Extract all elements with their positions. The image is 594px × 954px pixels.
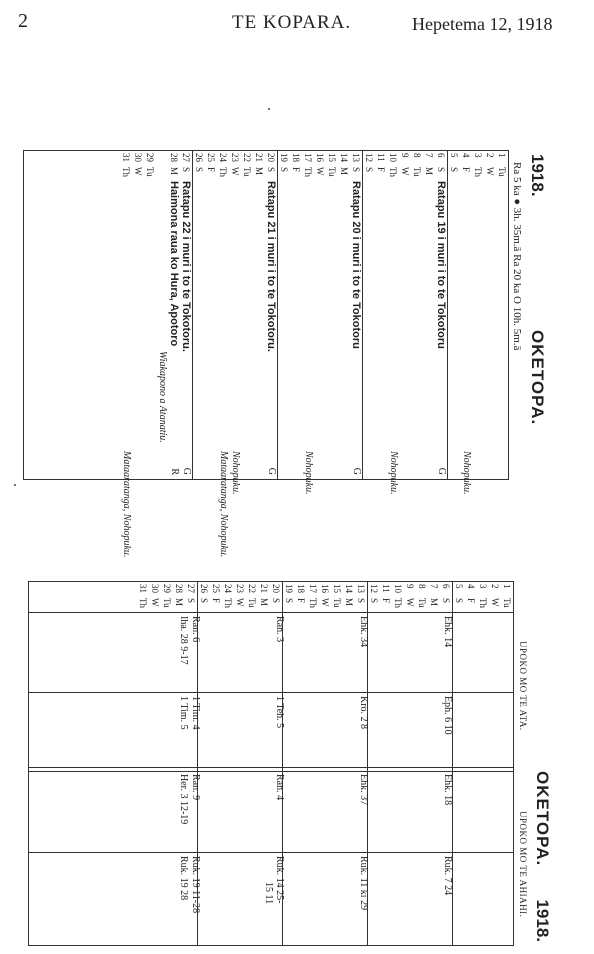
feast-note: Nohopuku. [461,451,472,495]
weekday: M [344,598,354,607]
weekday: Tu [162,598,172,608]
moon-phases: Ra 5 ka ● 3h. 35m.ā Ra 20 ka O 10h. 5m.ā [511,162,523,351]
calendar-row [144,151,156,479]
weekday: S [279,167,289,173]
colour-letter: G [181,467,192,475]
page-header [0,0,594,40]
day-number: 5 [449,153,459,158]
day-number: 18 [291,153,301,162]
day-number: 3 [473,153,483,158]
calendar-row [428,582,440,945]
morning-first-lesson: Iha. 28 9-17 [178,616,189,665]
weekday: W [400,167,410,176]
morning-first-lesson: Ran. 3 [274,616,285,643]
calendar-row [453,582,465,945]
day-number: 16 [320,584,330,593]
weekday: W [490,598,500,607]
weekday: S [199,598,209,604]
weekday: M [169,167,179,176]
day-number: 20 [266,153,276,162]
page-number: 2 [18,10,28,32]
day-number: 15 [332,584,342,593]
day-number: 29 [162,584,172,593]
weekday: S [271,598,281,604]
day-number: 18 [296,584,306,593]
calendar-row [392,582,404,945]
morning-second-lesson: Eph. 6 10 [442,696,453,735]
feast-name: Ratapu 21 i muri i to te Tokotoru. [265,181,277,352]
colour-letter: G [351,467,362,475]
calendar-row [180,151,193,479]
weekday: F [381,598,391,604]
day-number: 15 [327,153,337,162]
feast-name: Ratapu 20 i muri i to te Tokotoru [350,181,362,349]
weekday: M [259,598,269,607]
calendar-row [326,151,338,479]
weekday: S [266,167,276,173]
morning-second-lesson: Kro. 2 8 [358,696,369,730]
calendar-row [229,151,241,495]
evening-second-lesson: Ruk. 19 11-28 [190,856,201,914]
morning-second-lesson: 1 Tim. 5 [178,696,189,730]
calendar-row [399,151,411,479]
calendar-row [380,582,392,945]
calendar-row [363,151,375,479]
day-number: 21 [254,153,264,162]
weekday: Th [218,167,228,177]
column-headings [512,581,528,946]
feast-name: Haimona raua ko Hura, Apotoro [168,181,180,347]
calendar-row [368,582,380,945]
calendar-row [217,151,229,558]
morning-first-lesson: Ehk. 34 [358,616,369,648]
publication-date: Hepetema 12, 1918 [412,14,553,34]
calendar-row [338,151,350,479]
day-number: 26 [199,584,209,593]
day-number: 28 [169,153,179,162]
day-number: 14 [344,584,354,593]
calendar-row [489,582,501,945]
calendar-row [472,151,484,479]
day-number: 27 [186,584,196,593]
calendar-row [460,151,472,495]
morning-second-lesson: 1 Tim. 4 [190,696,201,730]
weekday: W [485,167,495,176]
day-number: 14 [339,153,349,162]
feast-note: Wiakapono a Atanatiu. [157,351,168,443]
calendar-lessons-table [28,581,558,946]
morning-heading: UPOKO MO TE ATA. [518,641,528,731]
speck [268,108,270,110]
calendar-row [205,151,217,479]
calendar-row [120,151,132,558]
calendar-row [149,582,161,945]
calendar-row [387,151,399,495]
weekday: S [351,167,361,173]
day-number: 25 [206,153,216,162]
day-number: 11 [376,153,386,162]
weekday: F [291,167,301,173]
weekday: W [150,598,160,607]
evening-heading: UPOKO MO TE AHIAHI. [518,811,528,918]
calendar-row [314,151,326,479]
weekday: Th [223,598,233,608]
weekday: S [364,167,374,173]
day-number: 16 [315,153,325,162]
weekday: M [174,598,184,607]
morning-first-lesson: Ehk. 14 [442,616,453,648]
weekday: Th [138,598,148,608]
day-number: 17 [303,153,313,162]
day-number: 6 [441,584,451,589]
weekday: Tu [145,167,155,177]
calendar-row [350,151,363,479]
day-number: 30 [150,584,160,593]
calendar-row [290,151,302,479]
day-number: 22 [242,153,252,162]
day-number: 13 [356,584,366,593]
calendar-row [465,582,477,945]
weekday: Tu [247,598,257,608]
day-number: 28 [174,584,184,593]
evening-second-lesson: Ruk. 11 ki 29 [358,856,369,911]
calendar-row [307,582,319,945]
weekday: Tu [242,167,252,177]
evening-first-lesson: Ran. 4 [274,774,285,801]
calendar-row [137,582,149,945]
weekday: F [206,167,216,173]
calendar-row [193,151,205,479]
weekday: Tu [412,167,422,177]
evening-second-lesson-cont: 15 11 [263,882,274,905]
colour-letter: G [436,467,447,475]
evening-first-lesson: Her. 3 12-19 [178,774,189,825]
weekday: Th [388,167,398,177]
weekday: F [296,598,306,604]
calendar-row [416,582,428,945]
day-number: 4 [466,584,476,589]
weekday: F [376,167,386,173]
calendar-row [246,582,258,945]
feast-name: Ratapu 19 i muri i to te Tokotoru [435,181,447,349]
weekday: S [454,598,464,604]
weekday: Tu [417,598,427,608]
calendar-year: 1918. [528,154,547,197]
calendar-row [222,582,234,945]
colour-letter: G [266,467,277,475]
weekday: Tu [327,167,337,177]
day-number: 7 [429,584,439,589]
day-number: 31 [121,153,131,162]
calendar-row [168,151,180,479]
calendar-row [302,151,314,495]
calendar-row [477,582,489,945]
calendar-row [496,151,508,479]
day-number: 2 [490,584,500,589]
calendar-row [411,151,423,479]
weekday: M [429,598,439,607]
weekday: S [436,167,446,173]
calendar-row [423,151,435,479]
day-number: 10 [393,584,403,593]
day-number: 5 [454,584,464,589]
weekday: F [466,598,476,604]
weekday: Th [473,167,483,177]
day-number: 13 [351,153,361,162]
feast-note: Nohopuku. [388,451,399,495]
calendar-row [448,151,460,479]
day-number: 30 [133,153,143,162]
calendar-row [404,582,416,945]
day-number: 29 [145,153,155,162]
weekday: Th [121,167,131,177]
day-number: 1 [497,153,507,158]
evening-second-lesson: Ruk. 7 24 [442,856,453,896]
weekday: Th [478,598,488,608]
day-number: 1 [502,584,512,589]
calendar-row [234,582,246,945]
day-number: 23 [235,584,245,593]
weekday: S [284,598,294,604]
weekday: F [211,598,221,604]
evening-second-lesson: Ruk. 14 25- [274,856,285,904]
speck [14,484,16,486]
weekday: S [449,167,459,173]
feast-note: Nohopuku. [230,451,241,495]
calendar-row [343,582,355,945]
calendar-row [278,151,290,479]
calendar-grid [23,150,509,558]
day-number: 24 [223,584,233,593]
calendar-row [156,151,168,479]
day-number: 9 [405,584,415,589]
weekday: Th [308,598,318,608]
weekday: W [235,598,245,607]
calendar-row [435,151,448,479]
calendar-row [210,582,222,945]
calendar-row [132,151,144,479]
calendar-month: OKETOPA. [528,330,547,426]
feast-name: Ratapu 22 i muri i to te Tokotoru. [180,181,192,352]
calendar-row [484,151,496,479]
weekday: S [441,598,451,604]
day-number: 10 [388,153,398,162]
day-number: 19 [279,153,289,162]
publication-title: TE KOPARA. [232,12,352,33]
weekday: W [133,167,143,176]
weekday: Th [303,167,313,177]
calendar-row [161,582,173,945]
calendar-feasts-table [23,150,553,558]
day-number: 6 [436,153,446,158]
calendar-row [295,582,307,945]
day-number: 7 [424,153,434,158]
day-number: 12 [364,153,374,162]
day-number: 22 [247,584,257,593]
lessons-grid [28,581,514,946]
weekday: M [339,167,349,176]
weekday: M [254,167,264,176]
weekday: Th [393,598,403,608]
calendar-row [265,151,278,479]
weekday: M [424,167,434,176]
day-number: 3 [478,584,488,589]
day-number: 11 [381,584,391,593]
calendar-row [253,151,265,479]
day-number: 21 [259,584,269,593]
day-number: 4 [461,153,471,158]
weekday: W [230,167,240,176]
weekday: S [194,167,204,173]
day-number: 9 [400,153,410,158]
weekday: W [315,167,325,176]
evening-second-lesson: Ruk. 19 28 [178,856,189,901]
calendar-row [319,582,331,945]
day-number: 2 [485,153,495,158]
weekday: Tu [497,167,507,177]
day-number: 26 [194,153,204,162]
weekday: S [369,598,379,604]
feast-note: Mataaratanga, Nohopuku. [121,451,132,558]
weekday: F [461,167,471,173]
calendar-year: 1918. [533,899,552,942]
feast-note: Mataaratanga, Nohopuku. [218,451,229,558]
weekday: W [320,598,330,607]
weekday: W [405,598,415,607]
day-number: 8 [417,584,427,589]
calendar-row [241,151,253,479]
day-number: 8 [412,153,422,158]
calendar-row [501,582,513,945]
day-number: 23 [230,153,240,162]
morning-first-lesson: Ran. 6 [190,616,201,643]
day-number: 24 [218,153,228,162]
day-number: 17 [308,584,318,593]
weekday: Tu [502,598,512,608]
calendar-row [375,151,387,479]
evening-first-lesson: Ran. 9 [190,774,201,801]
morning-second-lesson: 1 Teh. 5 [274,696,285,729]
day-number: 20 [271,584,281,593]
day-number: 12 [369,584,379,593]
calendar-row [331,582,343,945]
day-number: 31 [138,584,148,593]
feast-note: Nohopuku. [303,451,314,495]
calendar-month: OKETOPA. [533,771,552,867]
evening-first-lesson: Ehk. 18 [442,774,453,806]
weekday: S [356,598,366,604]
day-number: 27 [181,153,191,162]
day-number: 25 [211,584,221,593]
weekday: S [181,167,191,173]
day-number: 19 [284,584,294,593]
weekday: S [186,598,196,604]
colour-letter: R [169,468,180,475]
evening-first-lesson: Ehk. 37 [358,774,369,806]
weekday: Tu [332,598,342,608]
